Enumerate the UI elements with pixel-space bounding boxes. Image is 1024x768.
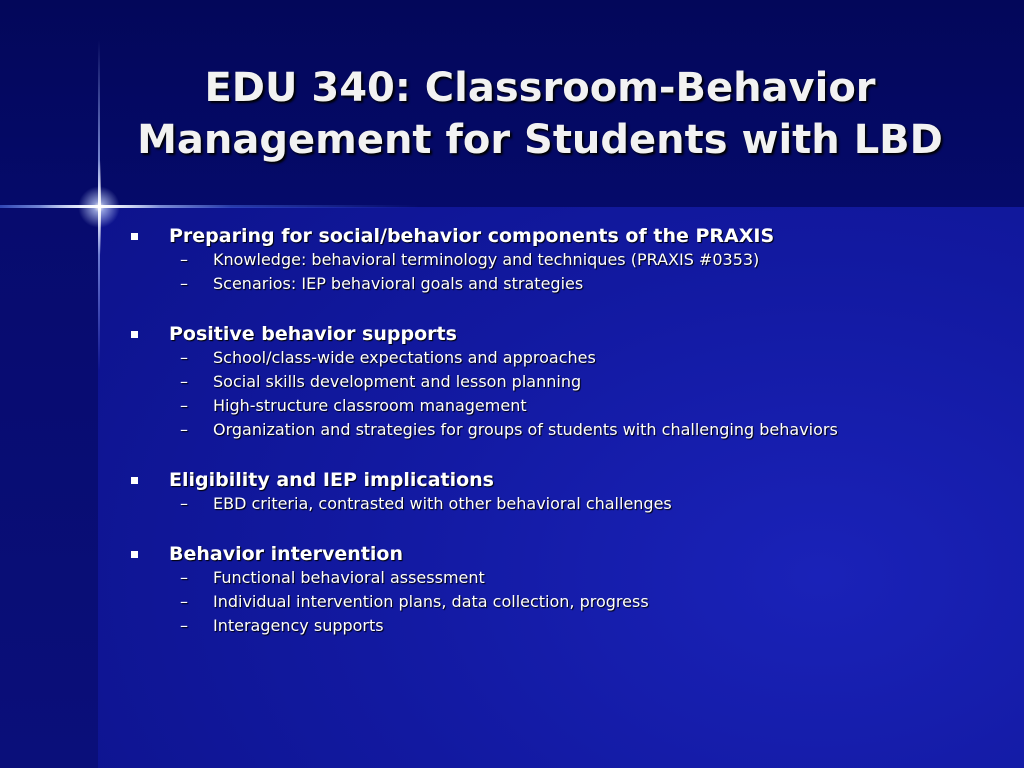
bullet-item <box>128 468 1008 492</box>
sub-bullet-text: Individual intervention plans, data collection, progress <box>213 592 649 611</box>
dash-bullet-icon: – <box>180 592 188 611</box>
square-bullet-icon <box>131 233 138 240</box>
bullet-heading: Preparing for social/behavior components of the PRAXIS <box>169 225 775 247</box>
sub-bullet-item <box>128 370 1008 394</box>
sub-bullet-item <box>128 590 1008 614</box>
dash-bullet-icon: – <box>180 616 188 635</box>
square-bullet-icon <box>131 477 138 484</box>
bullet-item <box>128 224 1008 248</box>
slide-title-line-2: Management for Students with LBD <box>137 117 943 163</box>
bullet-heading: Eligibility and IEP implications <box>169 469 494 491</box>
section-eligibility <box>128 468 1008 516</box>
sub-bullet-item <box>128 418 1008 442</box>
dash-bullet-icon: – <box>180 274 188 293</box>
sub-bullet-text: Knowledge: behavioral terminology and techniques (PRAXIS #0353) <box>213 250 760 269</box>
dash-bullet-icon: – <box>180 396 188 415</box>
bullet-heading: Behavior intervention <box>169 543 404 565</box>
dash-bullet-icon: – <box>180 372 188 391</box>
sub-bullet-item <box>128 272 1008 296</box>
dash-bullet-icon: – <box>180 568 188 587</box>
section-positive-behavior <box>128 322 1008 442</box>
sub-bullet-text: School/class-wide expectations and approaches <box>213 348 596 367</box>
section-praxis <box>128 224 1008 296</box>
bullet-list <box>128 224 1008 664</box>
slide-title-line-1: EDU 340: Classroom-Behavior <box>204 65 876 111</box>
square-bullet-icon <box>131 331 138 338</box>
sparkle-horizontal-ray <box>40 205 160 208</box>
sub-bullet-text: Organization and strategies for groups of students with challenging behaviors <box>213 420 838 439</box>
sub-bullet-item <box>128 346 1008 370</box>
slide-title <box>110 62 970 166</box>
sub-bullet-text: Functional behavioral assessment <box>213 568 485 587</box>
sub-bullet-item <box>128 614 1008 638</box>
bullet-heading: Positive behavior supports <box>169 323 457 345</box>
dash-bullet-icon: – <box>180 494 188 513</box>
sub-bullet-text: High-structure classroom management <box>213 396 527 415</box>
sub-bullet-item <box>128 394 1008 418</box>
sub-bullet-text: Social skills development and lesson planning <box>213 372 582 391</box>
dash-bullet-icon: – <box>180 250 188 269</box>
dash-bullet-icon: – <box>180 348 188 367</box>
section-behavior-intervention <box>128 542 1008 638</box>
sub-bullet-text: Interagency supports <box>213 616 384 635</box>
bullet-item <box>128 542 1008 566</box>
bullet-item <box>128 322 1008 346</box>
sub-bullet-item <box>128 248 1008 272</box>
sub-bullet-text: Scenarios: IEP behavioral goals and strategies <box>213 274 584 293</box>
sub-bullet-item <box>128 492 1008 516</box>
dash-bullet-icon: – <box>180 420 188 439</box>
left-band <box>0 207 98 768</box>
square-bullet-icon <box>131 551 138 558</box>
sub-bullet-item <box>128 566 1008 590</box>
sub-bullet-text: EBD criteria, contrasted with other behavioral challenges <box>213 494 672 513</box>
